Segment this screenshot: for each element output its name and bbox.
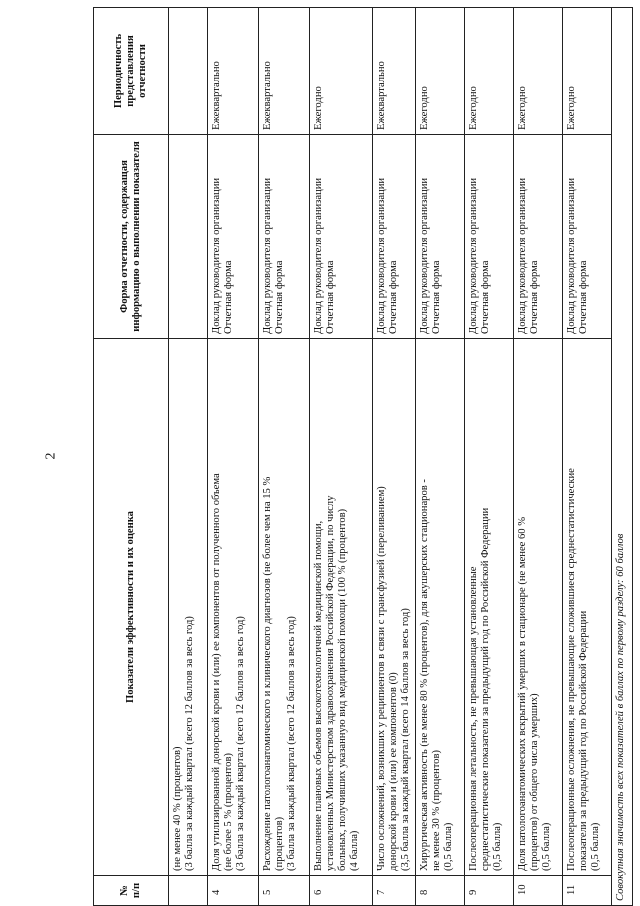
report-form-cell [514, 135, 563, 339]
report-form-line: Доклад руководителя организации [419, 177, 430, 334]
indicator-cell [465, 339, 514, 876]
indicator-line: Выполнение плановых объемов высокотехнологичной медицинской помощи, [313, 520, 324, 871]
periodicity-cell [169, 8, 208, 135]
indicator-line: Послеоперационная летальность, не превышающая установленные [468, 566, 479, 871]
row-number: 11 [563, 876, 612, 906]
table-row [169, 8, 208, 906]
indicator-line: (0,5 балла) [541, 822, 552, 871]
indicator-line: установленных Министерством здравоохранения Российской Федерации, по числу [325, 495, 336, 871]
header-report-form: Форма отчетности, содержащая информацию о выполнении показателя [94, 135, 169, 339]
report-form-line: Отчетная форма [388, 260, 399, 334]
indicator-line: (не менее 40 % (процентов) [172, 746, 183, 871]
indicator-line: Доля утилизированной донорской крови и (или) ее компонентов от полученного объема [211, 473, 222, 871]
indicator-line: (4 балла) [349, 830, 360, 871]
periodicity-cell: Ежегодно [416, 8, 465, 135]
table-row [514, 8, 563, 906]
indicator-cell [169, 339, 208, 876]
row-number: 9 [465, 876, 514, 906]
periodicity-cell: Ежегодно [514, 8, 563, 135]
indicator-cell [416, 339, 465, 876]
indicator-line: (0,5 балла) [590, 822, 601, 871]
row-number: 7 [373, 876, 416, 906]
report-form-line: Доклад руководителя организации [468, 177, 479, 334]
indicator-cell [563, 339, 612, 876]
report-form-line: Отчетная форма [578, 260, 589, 334]
header-number: № п/п [94, 876, 169, 906]
row-number: 8 [416, 876, 465, 906]
indicator-line: (процентов) от общего числа умерших) [529, 693, 540, 871]
indicator-line: (не более 5 % (процентов) [223, 752, 234, 871]
report-form-line: Доклад руководителя организации [376, 177, 387, 334]
row-number [169, 876, 208, 906]
report-form-cell [465, 135, 514, 339]
indicator-cell [514, 339, 563, 876]
report-form-line: Доклад руководителя организации [517, 177, 528, 334]
indicator-line: Расхождение патологоанатомического и клинического диагнозов (не более чем на 15 % [262, 476, 273, 871]
periodicity-cell: Ежегодно [310, 8, 373, 135]
report-form-line: Отчетная форма [480, 260, 491, 334]
table-row [259, 8, 310, 906]
header-indicator: Показатели эффективности и их оценка [94, 339, 169, 876]
indicator-line: (3,5 балла за каждый квартал (всего 14 баллов за весь год) [400, 608, 411, 871]
indicator-line: Хирургическая активность (не менее 80 % (процентов), для акушерских стационаров - [419, 479, 430, 871]
row-number: 4 [208, 876, 259, 906]
report-form-cell [259, 135, 310, 339]
indicator-line: показатели за предыдущий год по Российской Федерации [578, 610, 589, 871]
report-form-cell [416, 135, 465, 339]
indicator-line: не менее 30 % (процентов) [431, 749, 442, 871]
indicator-line: Доля патологоанатомических вскрытий умерших в стационаре (не менее 60 % [517, 516, 528, 871]
report-form-line: Доклад руководителя организации [211, 177, 222, 334]
table-row [563, 8, 612, 906]
indicator-line: среднестатистические показатели за предыдущий год по Российской Федерации [480, 507, 491, 871]
indicator-cell [373, 339, 416, 876]
report-form-line: Отчетная форма [529, 260, 540, 334]
row-number: 5 [259, 876, 310, 906]
report-form-line: Отчетная форма [431, 260, 442, 334]
table-row [373, 8, 416, 906]
row-number: 6 [310, 876, 373, 906]
indicator-line: больных, получивших указанную вид медицинской помощи (100 % (процентов) [337, 508, 348, 871]
table-row [310, 8, 373, 906]
table-row [465, 8, 514, 906]
report-form-line: Доклад руководителя организации [262, 177, 273, 334]
report-form-line: Доклад руководителя организации [566, 177, 577, 334]
indicator-line: Число осложнений, возникших у реципиентов в связи с трансфузией (переливанием) [376, 486, 387, 871]
periodicity-cell: Ежегодно [563, 8, 612, 135]
indicator-cell [208, 339, 259, 876]
report-form-line: Отчетная форма [274, 260, 285, 334]
document-sheet [93, 8, 631, 906]
efficiency-indicators-table [93, 7, 633, 906]
indicator-line: (3 балла за каждый квартал (всего 12 баллов за весь год) [235, 616, 246, 871]
report-form-cell [310, 135, 373, 339]
report-form-cell [169, 135, 208, 339]
periodicity-cell: Ежеквартально [208, 8, 259, 135]
page-number: 2 [43, 452, 59, 460]
periodicity-cell: Ежеквартально [373, 8, 416, 135]
report-form-line: Отчетная форма [325, 260, 336, 334]
indicator-line: (3 балла за каждый квартал (всего 12 баллов за весь год) [286, 616, 297, 871]
total-score-note: Совокупная значимость всех показателей в баллах по первому разделу: 60 баллов [612, 8, 633, 906]
indicator-cell [259, 339, 310, 876]
report-form-line: Отчетная форма [223, 260, 234, 334]
table-row [208, 8, 259, 906]
report-form-cell [373, 135, 416, 339]
indicator-line: (0,5 балла) [492, 822, 503, 871]
periodicity-cell: Ежегодно [465, 8, 514, 135]
indicator-line: (3 балла за каждый квартал (всего 12 баллов за весь год) [184, 616, 195, 871]
indicator-line: донорской крови и (или) ее компонентов (0) [388, 672, 399, 871]
periodicity-cell: Ежеквартально [259, 8, 310, 135]
table-footer-row [612, 8, 633, 906]
indicator-line: Послеоперационные осложнения, не превышающие сложившиеся среднестатистические [566, 468, 577, 871]
indicator-line: (процентов) [274, 816, 285, 871]
row-number: 10 [514, 876, 563, 906]
report-form-line: Доклад руководителя организации [313, 177, 324, 334]
indicator-cell [310, 339, 373, 876]
table-row [416, 8, 465, 906]
report-form-cell [208, 135, 259, 339]
report-form-cell [563, 135, 612, 339]
indicator-line: (0,5 балла) [443, 822, 454, 871]
header-periodicity: Периодичность представления отчетности [94, 8, 169, 135]
table-header-row [94, 8, 169, 906]
